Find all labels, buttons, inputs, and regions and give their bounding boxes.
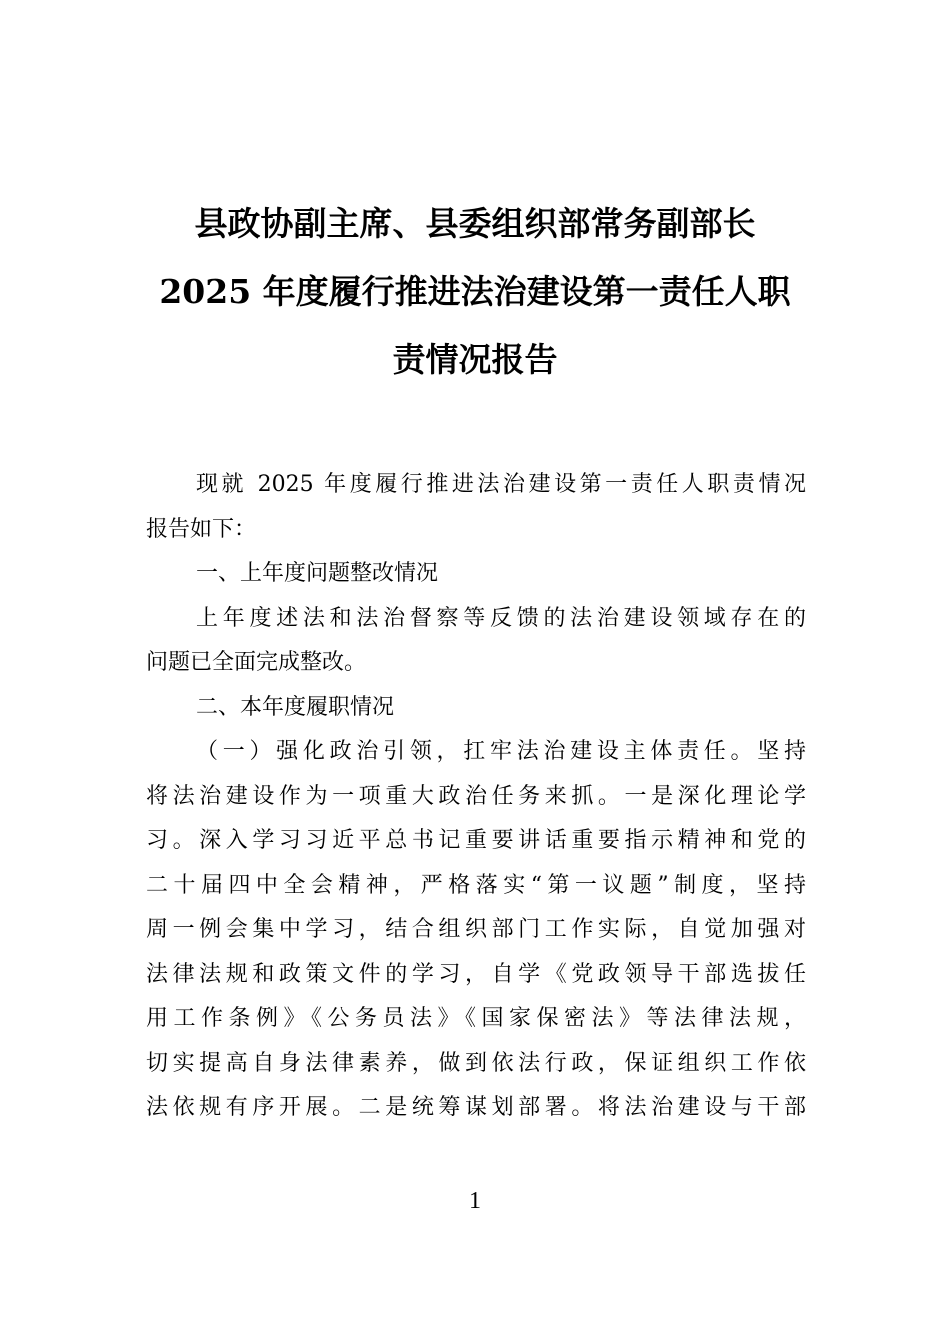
- section-2-line-3: 习。深入学习习近平总书记重要讲话重要指示精神和党的: [146, 828, 806, 853]
- page-number: 1: [469, 1188, 481, 1214]
- section-2-heading: 二、本年度履职情况: [196, 694, 395, 720]
- document-title: [140, 190, 810, 394]
- section-2-line-8: 切实提高自身法律素养，做到依法行政，保证组织工作依: [146, 1050, 806, 1076]
- section-2-line-6: 法律法规和政策文件的学习，自学《党政领导干部选拔任: [146, 961, 806, 987]
- section-2-line-1: （一）强化政治引领，扛牢法治建设主体责任。坚持: [196, 739, 806, 764]
- document-body: [146, 463, 806, 1131]
- section-2-line-5: 周一例会集中学习，结合组织部门工作实际，自觉加强对: [146, 917, 806, 942]
- intro-line-1: 现就 2025 年度履行推进法治建设第一责任人职责情况: [196, 472, 806, 497]
- title-line-1: 县政协副主席、县委组织部常务副部长: [194, 204, 756, 243]
- section-1-heading: 一、上年度问题整改情况: [196, 561, 439, 586]
- section-2-line-4: 二十届四中全会精神，严格落实“第一议题”制度，坚持: [146, 872, 806, 898]
- title-line-2: 2025 年度履行推进法治建设第一责任人职: [159, 272, 791, 311]
- section-2-line-2: 将法治建设作为一项重大政治任务来抓。一是深化理论学: [146, 783, 806, 809]
- section-1-line-2: 问题已全面完成整改。: [146, 650, 367, 675]
- section-2-line-9: 法依规有序开展。二是统筹谋划部署。将法治建设与干部: [146, 1095, 806, 1120]
- section-1-line-1: 上年度述法和法治督察等反馈的法治建设领域存在的: [196, 605, 806, 631]
- intro-line-2: 报告如下：: [146, 516, 257, 542]
- title-line-3: 责情况报告: [392, 340, 558, 379]
- section-2-line-7: 用工作条例》《公务员法》《国家保密法》等法律法规，: [146, 1006, 806, 1031]
